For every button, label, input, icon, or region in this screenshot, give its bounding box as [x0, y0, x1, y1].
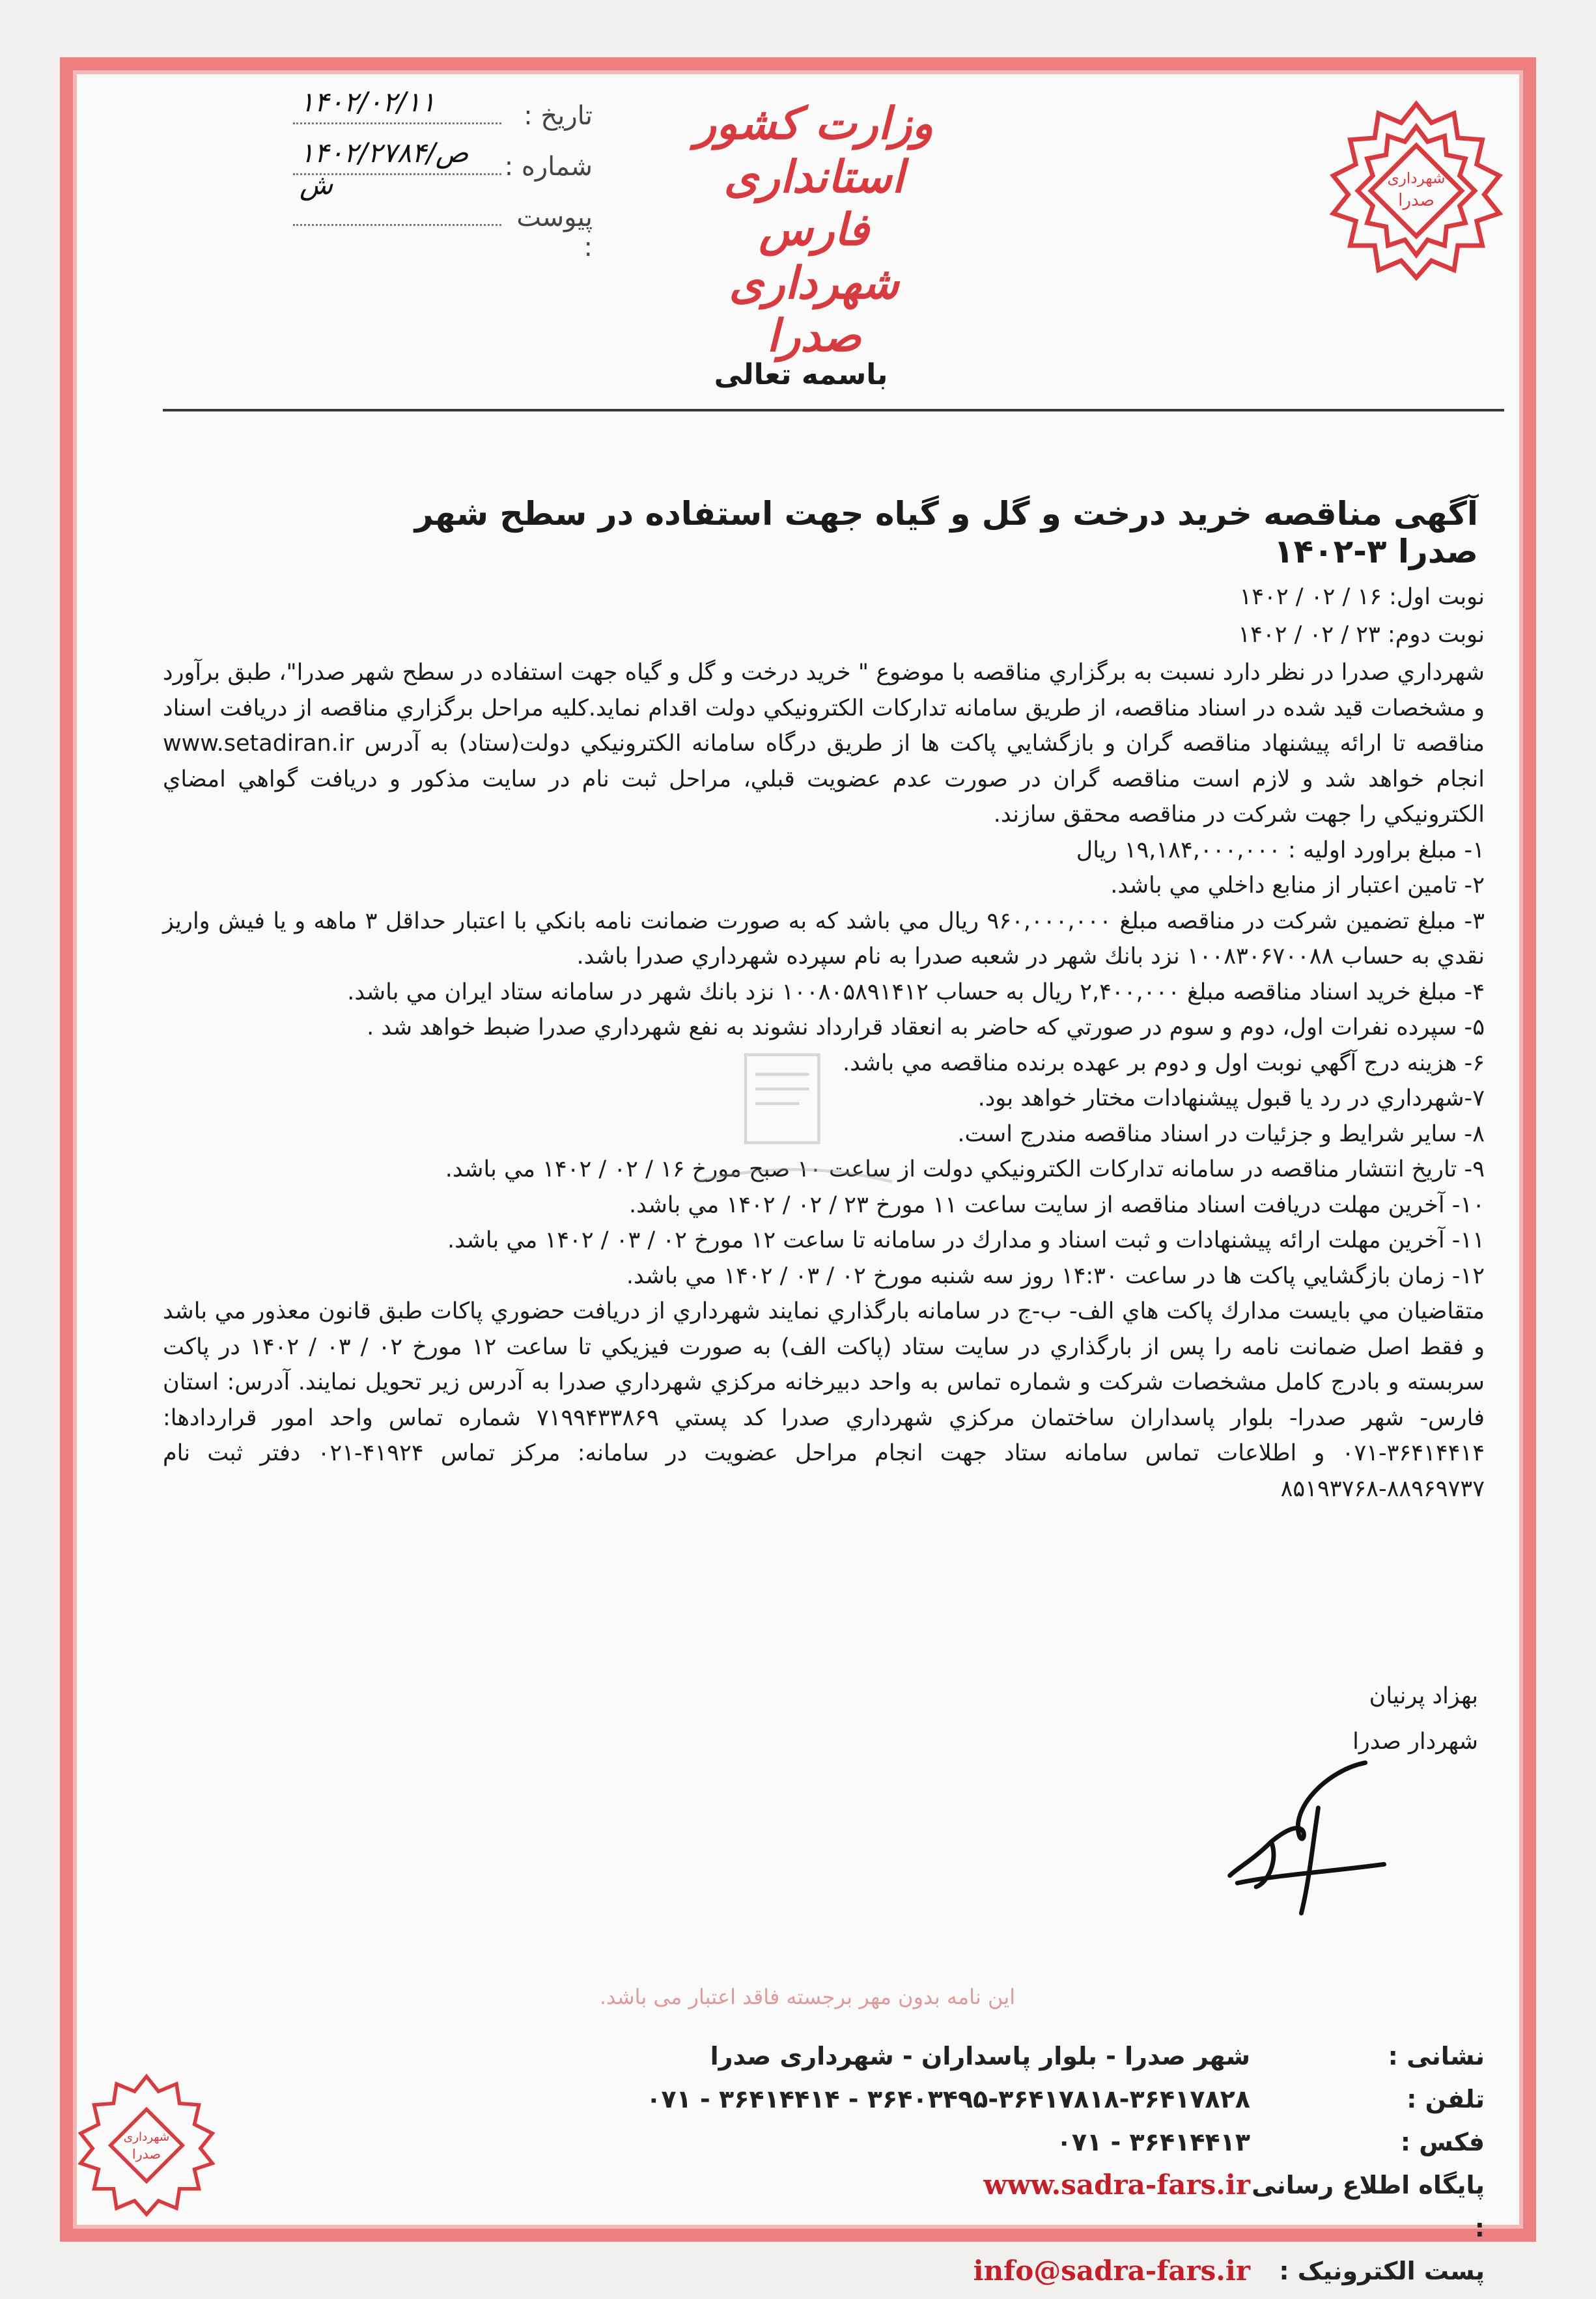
- fax-value: ۳۶۴۱۴۴۱۳ - ۰۷۱: [1056, 2128, 1250, 2156]
- footer-phone-row: [260, 2078, 1485, 2121]
- item-12: ۱۲- زمان بازگشايي پاكت ها در ساعت ۱۴:۳۰ روز سه شنبه مورخ ۰۲ / ۰۳ / ۱۴۰۲ مي باشد.: [626, 1262, 1485, 1289]
- web-label: پایگاه اطلاع رسانی :: [1252, 2171, 1485, 2242]
- svg-text:شهرداری: شهرداری: [1387, 169, 1446, 188]
- document-title: آگهی مناقصه خرید درخت و گل و گیاه جهت استفاده در سطح شهر صدرا ۳-۱۴۰۲: [414, 495, 1478, 570]
- municipality-emblem-icon: [1322, 96, 1511, 285]
- header-divider: [163, 409, 1504, 411]
- validity-note: این نامه بدون مهر برجسته فاقد اعتبار می باشد.: [599, 1985, 1016, 2009]
- svg-text:شهرداری: شهرداری: [123, 2130, 170, 2145]
- intro-paragraph: شهرداري صدرا در نظر دارد نسبت به برگزاري مناقصه با موضوع " خريد درخت و گل و گياه جهت استفاده در سطح شهر صدرا"، طبق برآورد و مشخصات قيد شده در اسناد مناقصه، از طريق سامانه تداركات الكترونيكي دولت اقدام نمايد.كليه مراحل برگزاري مناقصه از دريافت اسناد مناقصه تا ارائه پيشنهاد مناقصه گران و بازگشايي پاكت ها از طريق درگاه سامانه الكترونيكي دولت(ستاد) به آدرس www.setadiran.ir انجام خواهد شد و لازم است مناقصه گران در صورت عدم عضويت قبلي، مراحل ثبت نام در سايت مذكور و دريافت گواهي امضاي الكترونيكي را جهت شركت در مناقصه محقق سازند.: [163, 660, 1485, 828]
- ministry-name: وزارت کشور: [694, 98, 934, 150]
- phone-label: تلفن :: [1407, 2085, 1485, 2113]
- number-value: ۱۴۰۲/۲۷۸۴/ص ش: [300, 137, 469, 201]
- governorate-name: استانداری فارس: [723, 150, 904, 257]
- number-label: شماره :: [504, 152, 593, 182]
- handwritten-signature: [1211, 1751, 1407, 1921]
- letterhead-heading: [677, 98, 951, 363]
- letter-meta: [293, 86, 593, 262]
- address-value: شهر صدرا - بلوار پاسداران - شهرداری صدرا: [710, 2042, 1250, 2070]
- svg-text:صدرا: صدرا: [1398, 191, 1435, 211]
- number-row: [293, 137, 593, 201]
- attachment-label: پیوست :: [516, 202, 593, 262]
- second-round: نوبت دوم: ۲۳ / ۰۲ / ۱۴۰۲: [1238, 622, 1485, 648]
- item-4: ۴- مبلغ خريد اسناد مناقصه مبلغ ۲,۴۰۰,۰۰۰ ريال به حساب ۱۰۰۸۰۵۸۹۱۴۱۲ نزد بانك شهر در سامانه ستاد ايران مي باشد.: [347, 979, 1485, 1005]
- signatory-name: بهزاد پرنیان: [1369, 1683, 1478, 1709]
- item-6: ۶- هزينه درج آگهي نوبت اول و دوم بر عهده برنده مناقصه مي باشد.: [843, 1050, 1485, 1076]
- closing-paragraph: متقاضيان مي بايست مدارك پاكت هاي الف- ب-ج در سامانه بارگذاري نمايند شهرداري از دريافت حضوري پاكات طبق قانون معذور مي باشد و فقط اصل ضمانت نامه را پس از بارگذاري در سايت ستاد (پاكت الف) به صورت فيزيكي تا ساعت ۱۲ مورخ ۰۲ / ۰۳ / ۱۴۰۲ در پاكت سربسته و بادرج كامل مشخصات شركت و شماره تماس به واحد دبيرخانه مركزي شهرداري صدرا به آدرس زير تحويل نمايند. آدرس: استان فارس- شهر صدرا- بلوار پاسداران ساختمان مركزي شهرداري صدرا كد پستي ۷۱۹۹۴۳۳۸۶۹ شماره تماس واحد امور قراردادها: ۳۶۴۱۴۴۱۴-۰۷۱ و اطلاعات تماس سامانه ستاد جهت انجام مراحل عضويت در سامانه: مركز تماس ۴۱۹۲۴-۰۲۱ دفتر ثبت نام ۸۸۹۶۹۷۳۷-۸۵۱۹۳۷۶۸: [163, 1298, 1485, 1502]
- svg-text:صدرا: صدرا: [132, 2146, 161, 2162]
- item-8: ۸- ساير شرايط و جزئيات در اسناد مناقصه مندرج است.: [957, 1121, 1485, 1147]
- attachment-row: [293, 199, 593, 262]
- watermark-stamp-icon: [671, 1035, 918, 1231]
- item-7: ۷-شهرداري در رد يا قبول پيشنهادات مختار خواهد بود.: [977, 1085, 1485, 1111]
- web-link[interactable]: www.sadra-fars.ir: [983, 2169, 1250, 2201]
- footer-email-row: [260, 2250, 1485, 2292]
- item-10: ۱۰- آخرين مهلت دريافت اسناد مناقصه از سايت ساعت ۱۱ مورخ ۲۳ / ۰۲ / ۱۴۰۲ مي باشد.: [628, 1191, 1485, 1218]
- signatory-block: [1205, 1673, 1478, 1764]
- basmala: باسمه تعالی: [714, 358, 888, 391]
- footer-fax-row: [260, 2121, 1485, 2164]
- phone-value: ۳۶۴۰۳۴۹۵-۳۶۴۱۷۸۱۸-۳۶۴۱۷۸۲۸ - ۳۶۴۱۴۴۱۴ - ۰۷۱: [646, 2085, 1250, 2113]
- address-label: نشانی :: [1388, 2042, 1485, 2070]
- item-11: ۱۱- آخرين مهلت ارائه پيشنهادات و ثبت اسناد و مدارك در سامانه تا ساعت ۱۲ مورخ ۰۲ / ۰۳ / ۱۴۰۲ مي باشد.: [447, 1227, 1485, 1253]
- first-round: نوبت اول: ۱۶ / ۰۲ / ۱۴۰۲: [1239, 584, 1485, 610]
- item-9: ۹- تاريخ انتشار مناقصه در سامانه تداركات الكترونيكي دولت از ساعت ۱۰ صبح مورخ ۱۶ / ۰۲ / ۱۴۰۲ مي باشد.: [445, 1156, 1485, 1182]
- footer-address-row: [260, 2035, 1485, 2078]
- date-value: ۱۴۰۲/۰۲/۱۱: [300, 86, 436, 118]
- item-3: ۳- مبلغ تضمين شركت در مناقصه مبلغ ۹۶۰,۰۰۰,۰۰۰ ريال مي باشد كه به صورت ضمانت نامه بانكي با اعتبار حداقل ۳ ماهه و يا فيش واريز نقدي به حساب ۱۰۰۸۳۰۶۷۰۰۸۸ نزد بانك شهر در شعبه صدرا به نام سپرده شهرداري صدرا باشد.: [163, 908, 1485, 969]
- footer-web-row: [260, 2164, 1485, 2250]
- item-1: ۱- مبلغ براورد اوليه : ۱۹,۱۸۴,۰۰۰,۰۰۰ ريال: [1076, 837, 1485, 863]
- fax-label: فکس :: [1400, 2128, 1485, 2156]
- date-label: تاریخ :: [524, 101, 593, 131]
- email-label: پست الکترونیک :: [1279, 2257, 1485, 2285]
- municipality-name: شهرداری صدرا: [729, 257, 899, 363]
- footer-contact: [260, 2035, 1485, 2292]
- email-link[interactable]: info@sadra-fars.ir: [973, 2255, 1250, 2287]
- footer-emblem-icon: [72, 2070, 221, 2220]
- item-2: ۲- تامين اعتبار از منابع داخلي مي باشد.: [1110, 872, 1485, 899]
- item-5: ۵- سپرده نفرات اول، دوم و سوم در صورتي كه حاضر به انعقاد قرارداد نشوند به نفع شهرداري صدرا ضبط خواهد شد .: [367, 1014, 1485, 1040]
- signatory-role: شهردار صدرا: [1352, 1729, 1478, 1755]
